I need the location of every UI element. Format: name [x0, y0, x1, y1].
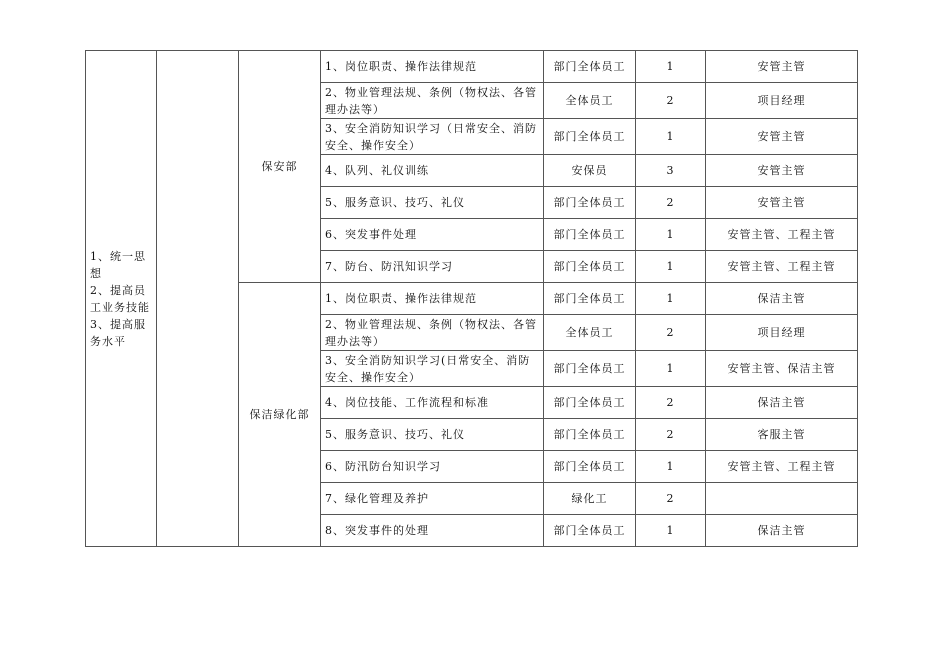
participants-cell: 全体员工	[544, 83, 636, 119]
training-content-cell	[321, 483, 544, 515]
training-content-cell	[321, 83, 544, 119]
times-cell: 2	[636, 419, 706, 451]
lead-cell: 保洁主管	[706, 515, 858, 547]
participants-cell: 全体员工	[544, 315, 636, 351]
times-cell: 1	[636, 451, 706, 483]
goal-item: 3、提高服务水平	[90, 317, 146, 348]
participants-cell: 部门全体员工	[544, 451, 636, 483]
lead-cell: 安管主管、工程主管	[706, 219, 858, 251]
training-content-cell	[321, 351, 544, 387]
participants-cell: 部门全体员工	[544, 283, 636, 315]
department-cell: 保安部	[239, 51, 321, 283]
times-cell: 2	[636, 315, 706, 351]
training-content-line: 5、服务意识、技巧、礼仪	[325, 428, 465, 441]
table-body	[86, 51, 858, 547]
lead-cell: 保洁主管	[706, 387, 858, 419]
training-content-cell	[321, 515, 544, 547]
participants-cell: 安保员	[544, 155, 636, 187]
times-cell: 1	[636, 515, 706, 547]
training-content-line: 4、岗位技能、工作流程和标准	[325, 396, 489, 409]
times-cell: 1	[636, 251, 706, 283]
training-content-line: 理办法等）	[325, 334, 385, 348]
times-cell: 2	[636, 187, 706, 219]
training-content-line: 2、物业管理法规、条例（物权法、各管	[325, 85, 537, 99]
goal-item: 1、统一思想	[90, 249, 146, 280]
training-content-line: 3、安全消防知识学习（日常安全、消防	[325, 121, 537, 135]
participants-cell: 绿化工	[544, 483, 636, 515]
lead-cell	[706, 483, 858, 515]
training-content-line: 6、防汛防台知识学习	[325, 460, 441, 473]
participants-cell: 部门全体员工	[544, 387, 636, 419]
participants-cell: 部门全体员工	[544, 187, 636, 219]
training-content-cell	[321, 283, 544, 315]
times-cell: 2	[636, 83, 706, 119]
times-cell: 3	[636, 155, 706, 187]
lead-cell: 项目经理	[706, 315, 858, 351]
lead-cell: 安管主管	[706, 155, 858, 187]
times-cell: 1	[636, 51, 706, 83]
training-content-cell	[321, 387, 544, 419]
times-cell: 1	[636, 283, 706, 315]
training-content-line: 3、安全消防知识学习(日常安全、消防	[325, 353, 531, 367]
lead-cell: 安管主管	[706, 119, 858, 155]
goals-cell	[86, 51, 157, 547]
lead-cell: 安管主管	[706, 187, 858, 219]
lead-cell: 安管主管、保洁主管	[706, 351, 858, 387]
lead-cell: 项目经理	[706, 83, 858, 119]
goal-item: 2、提高员工业务技能	[90, 283, 150, 314]
times-cell: 1	[636, 219, 706, 251]
lead-cell: 安管主管	[706, 51, 858, 83]
training-content-line: 6、突发事件处理	[325, 228, 417, 241]
lead-cell: 安管主管、工程主管	[706, 251, 858, 283]
participants-cell: 部门全体员工	[544, 251, 636, 283]
training-content-cell	[321, 119, 544, 155]
training-content-line: 8、突发事件的处理	[325, 524, 429, 537]
participants-cell: 部门全体员工	[544, 219, 636, 251]
training-content-line: 安全、操作安全）	[325, 138, 421, 152]
participants-cell: 部门全体员工	[544, 119, 636, 155]
training-content-cell	[321, 419, 544, 451]
training-content-line: 2、物业管理法规、条例（物权法、各管	[325, 317, 537, 331]
table-row	[86, 51, 858, 83]
training-content-line: 4、队列、礼仪训练	[325, 164, 429, 177]
training-content-line: 5、服务意识、技巧、礼仪	[325, 196, 465, 209]
participants-cell: 部门全体员工	[544, 515, 636, 547]
times-cell: 2	[636, 387, 706, 419]
training-plan-table	[85, 50, 858, 547]
times-cell: 1	[636, 351, 706, 387]
department-cell: 保洁绿化部	[239, 283, 321, 547]
participants-cell: 部门全体员工	[544, 351, 636, 387]
participants-cell: 部门全体员工	[544, 419, 636, 451]
training-content-line: 安全、操作安全）	[325, 370, 421, 384]
lead-cell: 安管主管、工程主管	[706, 451, 858, 483]
training-content-line: 7、绿化管理及养护	[325, 492, 429, 505]
training-content-cell	[321, 251, 544, 283]
times-cell: 1	[636, 119, 706, 155]
participants-cell: 部门全体员工	[544, 51, 636, 83]
training-content-line: 7、防台、防汛知识学习	[325, 260, 453, 273]
times-cell: 2	[636, 483, 706, 515]
training-content-cell	[321, 51, 544, 83]
training-content-line: 1、岗位职责、操作法律规范	[325, 292, 477, 305]
training-content-cell	[321, 451, 544, 483]
training-content-line: 理办法等）	[325, 102, 385, 116]
training-content-cell	[321, 187, 544, 219]
training-content-cell	[321, 315, 544, 351]
training-content-cell	[321, 155, 544, 187]
lead-cell: 保洁主管	[706, 283, 858, 315]
blank-cell	[157, 51, 239, 547]
lead-cell: 客服主管	[706, 419, 858, 451]
training-content-cell	[321, 219, 544, 251]
training-content-line: 1、岗位职责、操作法律规范	[325, 60, 477, 73]
